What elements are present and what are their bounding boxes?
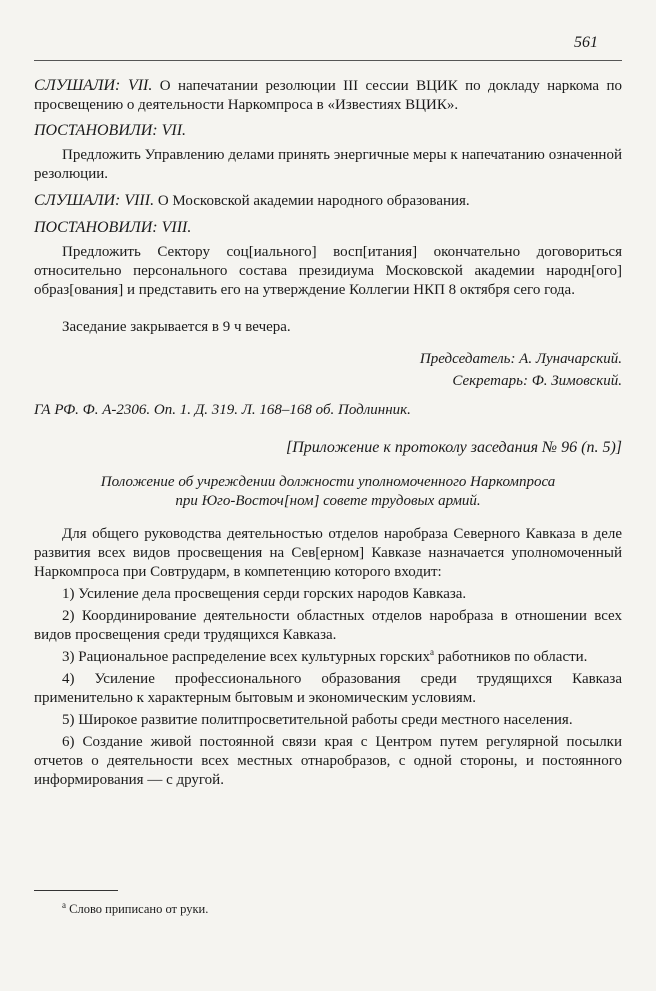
footnote-text: Слово приписано от руки.: [66, 902, 209, 916]
item-7-heard: [34, 76, 622, 115]
footnote-marker: а: [429, 647, 434, 657]
appendix-point: 1) Усиление дела просвещения серди горских народов Кавказа.: [62, 586, 467, 602]
secretary-signature: Секретарь: Ф. Зимовский.: [452, 373, 622, 389]
footnote-rule: [34, 890, 118, 891]
appendix-heading-line-2: при Юго-Восточ[ном] совете трудовых армий.: [175, 493, 481, 509]
page-content: [34, 76, 622, 790]
point-3-text-start: 3) Рациональное распределение всех культурных горских: [62, 649, 430, 665]
appendix-point: 4) Усиление профессионального образования среди трудящихся Кавказа применительно к характерным бытовым и экономическим условиям.: [34, 671, 622, 706]
chairman-signature: Председатель: А. Луначарский.: [419, 351, 622, 367]
appendix-title: [Приложение к протоколу заседания № 96 (п. 5)]: [285, 439, 622, 456]
closing-line: Заседание закрывается в 9 ч вечера.: [62, 319, 291, 335]
footnote: [62, 899, 209, 917]
appendix-point: 6) Создание живой постоянной связи края с Центром путем регулярной посылки отчетов о деятельности всех местных отнаробразов, с одной стороны, и постоянного информирования — с другой.: [34, 734, 622, 788]
appendix-heading-line-1: Положение об учреждении должности уполномоченного Наркомпроса: [100, 474, 556, 490]
appendix-point: 2) Координирование деятельности областных отделов наробраза в отношении всех видов просвещения среди трудящихся Кавказа.: [34, 608, 622, 643]
item-7-heard-text: О напечатании резолюции III сессии ВЦИК по докладу наркома по просвещению о деятельности Наркомпроса в «Известиях ВЦИК».: [34, 78, 622, 113]
footnote-mark: а: [62, 899, 66, 910]
archive-reference: ГА РФ. Ф. А-2306. Оп. 1. Д. 319. Л. 168–168 об. Подлинник.: [34, 402, 411, 418]
item-7-heard-label: СЛУШАЛИ: VII.: [34, 77, 153, 94]
appendix-point-3: [34, 648, 622, 667]
item-7-resolved-text: Предложить Управлению делами принять энергичные меры к напечатанию означенной резолюции.: [34, 147, 622, 182]
item-7-resolved-label: ПОСТАНОВИЛИ: VII.: [34, 122, 187, 139]
header-rule: [34, 60, 622, 61]
item-8-resolved-text: Предложить Сектору соц[иального] восп[итания] окончательно договориться относительно персонального состава президиума Московской академии народн[ого] образ[ования] и представить его на утверждение Коллегии НКП 8 октября сего года.: [34, 244, 622, 298]
page-number: 561: [574, 34, 598, 51]
item-8-resolved-label: ПОСТАНОВИЛИ: VIII.: [34, 219, 192, 236]
item-8-heard-text: О Московской академии народного образования.: [157, 193, 470, 209]
item-8-heard-label: СЛУШАЛИ: VIII.: [34, 192, 155, 209]
point-3-text-end: работников по области.: [433, 649, 588, 665]
appendix-intro: Для общего руководства деятельностью отделов наробраза Северного Кавказа в деле развития всех видов просвещения на Сев[ерном] Кавказе назначается уполномоченный Наркомпроса при Совтрударм, в компетенцию которого входит:: [34, 526, 622, 580]
item-8-heard: [34, 191, 622, 211]
appendix-point: 5) Широкое развитие политпросветительной работы среди местного населения.: [62, 712, 573, 728]
